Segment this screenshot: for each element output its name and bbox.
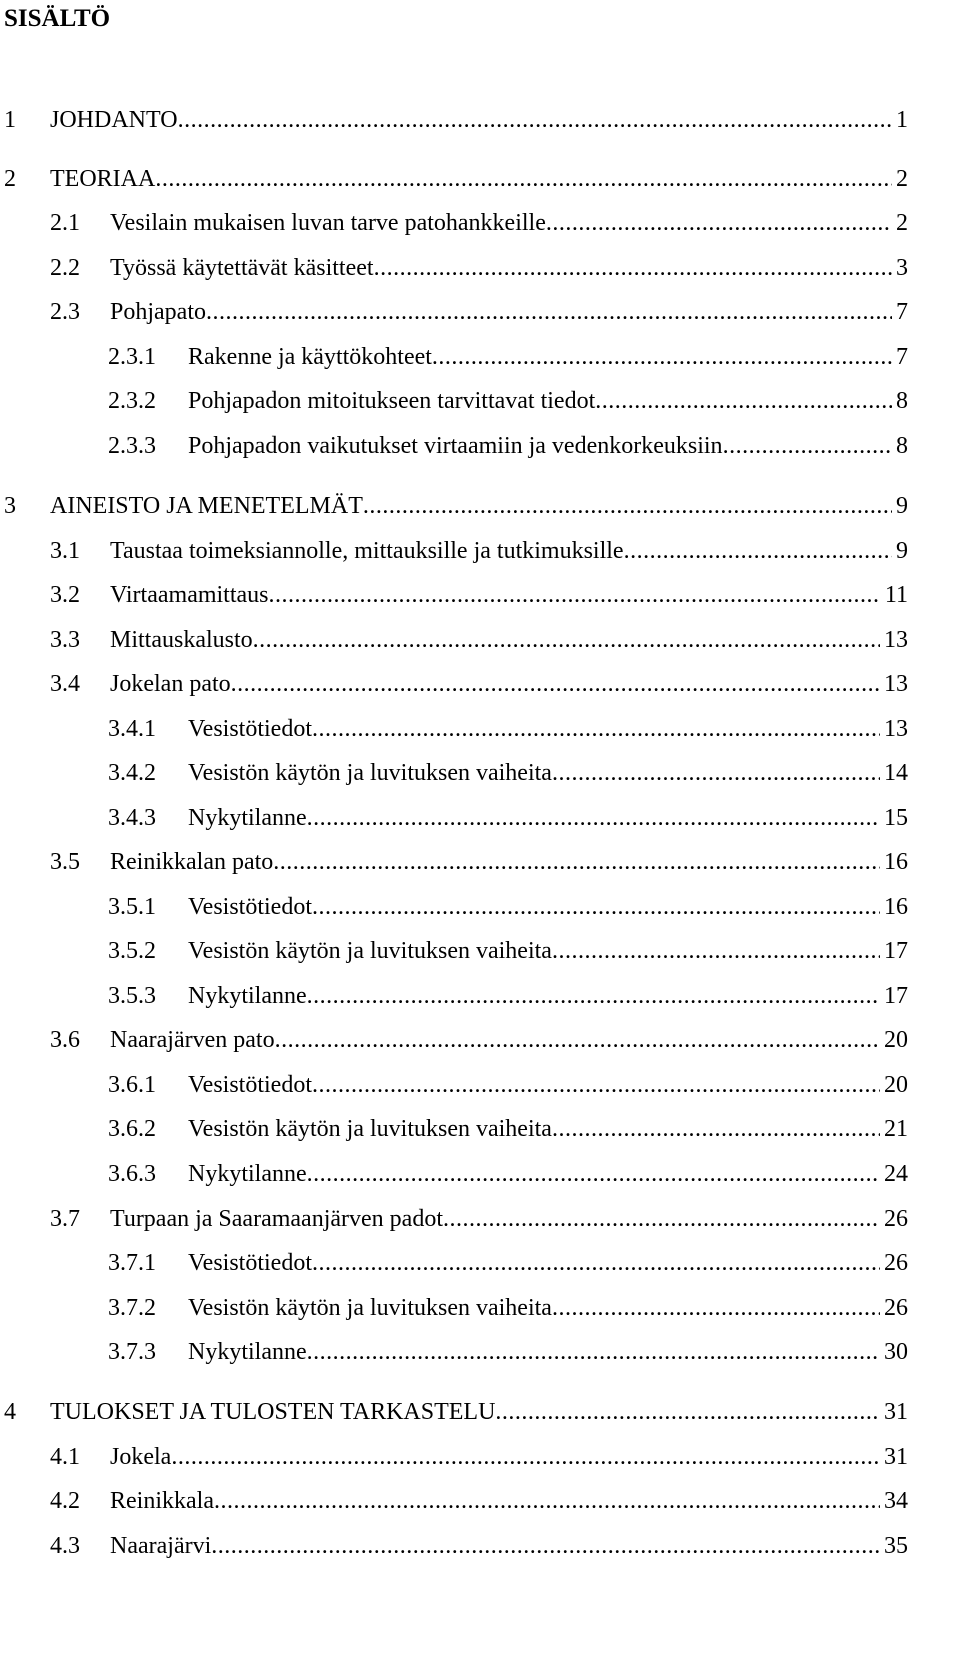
toc-dot-leader bbox=[211, 1530, 880, 1562]
toc-entry[interactable] bbox=[50, 668, 908, 700]
toc-dot-leader bbox=[275, 1024, 880, 1056]
toc-entry-page: 2 bbox=[896, 210, 908, 236]
toc-entry-page: 34 bbox=[884, 1488, 908, 1514]
toc-entry-page: 13 bbox=[884, 671, 908, 697]
toc-entry[interactable] bbox=[4, 1396, 908, 1428]
toc-entry-page: 13 bbox=[884, 716, 908, 742]
toc-entry[interactable] bbox=[50, 1485, 908, 1517]
toc-entry[interactable] bbox=[108, 385, 908, 417]
toc-dot-leader bbox=[312, 1247, 880, 1279]
toc-dot-leader bbox=[206, 296, 892, 328]
toc-entry-title: Jokela bbox=[110, 1444, 172, 1470]
toc-entry-number: 3.7 bbox=[50, 1206, 80, 1232]
toc-dot-leader bbox=[552, 1113, 880, 1145]
toc-entry-title: Vesistötiedot bbox=[188, 1250, 312, 1276]
toc-entry-title: Vesistötiedot bbox=[188, 894, 312, 920]
toc-entry-title: Vesistön käytön ja luvituksen vaiheita bbox=[188, 1295, 552, 1321]
toc-entry-title: Vesistön käytön ja luvituksen vaiheita bbox=[188, 760, 552, 786]
toc-entry[interactable] bbox=[50, 252, 908, 284]
toc-entry-title: Taustaa toimeksiannolle, mittauksille ja tutkimuksille bbox=[110, 538, 624, 564]
toc-entry-title: Mittauskalusto bbox=[110, 627, 253, 653]
toc-dot-leader bbox=[552, 1292, 880, 1324]
toc-entry-title: TULOKSET JA TULOSTEN TARKASTELU bbox=[50, 1399, 496, 1425]
page-title: SISÄLTÖ bbox=[4, 5, 111, 32]
toc-dot-leader bbox=[595, 385, 892, 417]
toc-dot-leader bbox=[432, 341, 892, 373]
toc-entry-number: 3.5.2 bbox=[108, 938, 156, 964]
toc-entry-title: Pohjapadon mitoitukseen tarvittavat tiedot bbox=[188, 388, 596, 414]
toc-entry-number: 3.4 bbox=[50, 671, 80, 697]
toc-dot-leader bbox=[723, 430, 892, 462]
toc-entry-number: 3 bbox=[4, 493, 16, 519]
toc-dot-leader bbox=[312, 713, 880, 745]
toc-dot-leader bbox=[307, 1336, 880, 1368]
toc-entry-title: Jokelan pato bbox=[110, 671, 231, 697]
toc-entry-number: 3.7.3 bbox=[108, 1339, 156, 1365]
toc-entry-page: 3 bbox=[896, 255, 908, 281]
toc-entry-number: 3.4.2 bbox=[108, 760, 156, 786]
toc-entry-page: 31 bbox=[884, 1444, 908, 1470]
toc-entry[interactable] bbox=[108, 341, 908, 373]
toc-dot-leader bbox=[273, 846, 880, 878]
toc-entry-page: 26 bbox=[884, 1295, 908, 1321]
toc-dot-leader bbox=[312, 1069, 880, 1101]
toc-dot-leader bbox=[307, 802, 880, 834]
toc-entry-number: 2.3.3 bbox=[108, 433, 156, 459]
toc-entry-page: 21 bbox=[884, 1116, 908, 1142]
toc-entry[interactable] bbox=[4, 490, 908, 522]
toc-entry-title: Vesistötiedot bbox=[188, 1072, 312, 1098]
toc-entry[interactable] bbox=[108, 980, 908, 1012]
toc-entry-title: Vesistön käytön ja luvituksen vaiheita bbox=[188, 938, 552, 964]
toc-dot-leader bbox=[178, 104, 892, 136]
toc-dot-leader bbox=[312, 891, 880, 923]
toc-entry-number: 2.3.1 bbox=[108, 344, 156, 370]
toc-entry-number: 3.4.1 bbox=[108, 716, 156, 742]
toc-entry-page: 16 bbox=[884, 894, 908, 920]
toc-entry[interactable] bbox=[50, 535, 908, 567]
toc-entry-title: Vesistön käytön ja luvituksen vaiheita bbox=[188, 1116, 552, 1142]
toc-entry-page: 16 bbox=[884, 849, 908, 875]
toc-entry-number: 3.2 bbox=[50, 582, 80, 608]
toc-dot-leader bbox=[443, 1203, 880, 1235]
toc-entry-number: 3.7.1 bbox=[108, 1250, 156, 1276]
toc-entry[interactable] bbox=[108, 891, 908, 923]
toc-entry-number: 4.3 bbox=[50, 1533, 80, 1559]
toc-entry[interactable] bbox=[50, 846, 908, 878]
toc-entry-page: 30 bbox=[884, 1339, 908, 1365]
toc-entry[interactable] bbox=[108, 713, 908, 745]
toc-entry-number: 3.6.3 bbox=[108, 1161, 156, 1187]
toc-entry-number: 3.6.2 bbox=[108, 1116, 156, 1142]
toc-entry[interactable] bbox=[50, 1530, 908, 1562]
toc-entry-number: 1 bbox=[4, 107, 16, 133]
toc-entry-page: 26 bbox=[884, 1206, 908, 1232]
toc-entry[interactable] bbox=[108, 1292, 908, 1324]
toc-entry-page: 26 bbox=[884, 1250, 908, 1276]
toc-entry-page: 20 bbox=[884, 1027, 908, 1053]
toc-entry-number: 3.4.3 bbox=[108, 805, 156, 831]
toc-entry-number: 2.3 bbox=[50, 299, 80, 325]
toc-entry-title: Reinikkala bbox=[110, 1488, 214, 1514]
toc-entry-page: 7 bbox=[896, 344, 908, 370]
toc-entry-page: 13 bbox=[884, 627, 908, 653]
toc-entry-number: 4 bbox=[4, 1399, 16, 1425]
toc-dot-leader bbox=[155, 163, 892, 195]
toc-entry-title: AINEISTO JA MENETELMÄT bbox=[50, 493, 363, 519]
toc-dot-leader bbox=[495, 1396, 880, 1428]
toc-entry-page: 8 bbox=[896, 388, 908, 414]
toc-entry-title: Nykytilanne bbox=[188, 1161, 307, 1187]
toc-entry-title: Pohjapadon vaikutukset virtaamiin ja vedenkorkeuksiin bbox=[188, 433, 723, 459]
toc-dot-leader bbox=[624, 535, 892, 567]
toc-entry-title: Naarajärven pato bbox=[110, 1027, 275, 1053]
toc-entry-title: Nykytilanne bbox=[188, 805, 307, 831]
toc-entry-title: Virtaamamittaus bbox=[110, 582, 269, 608]
toc-entry[interactable] bbox=[108, 802, 908, 834]
toc-entry-page: 20 bbox=[884, 1072, 908, 1098]
toc-entry[interactable] bbox=[4, 104, 908, 136]
toc-entry-page: 35 bbox=[884, 1533, 908, 1559]
toc-entry[interactable] bbox=[108, 1113, 908, 1145]
toc-entry-page: 31 bbox=[884, 1399, 908, 1425]
toc-entry-page: 17 bbox=[884, 938, 908, 964]
toc-dot-leader bbox=[363, 490, 892, 522]
toc-entry-title: TEORIAA bbox=[50, 166, 156, 192]
toc-entry-number: 2.1 bbox=[50, 210, 80, 236]
toc-entry[interactable] bbox=[108, 1247, 908, 1279]
toc-dot-leader bbox=[171, 1441, 880, 1473]
toc-entry[interactable] bbox=[108, 935, 908, 967]
toc-entry-number: 3.6.1 bbox=[108, 1072, 156, 1098]
toc-entry-number: 4.1 bbox=[50, 1444, 80, 1470]
toc-dot-leader bbox=[253, 624, 880, 656]
toc-entry-page: 9 bbox=[896, 493, 908, 519]
toc-entry-page: 9 bbox=[896, 538, 908, 564]
toc-entry[interactable] bbox=[50, 1441, 908, 1473]
toc-entry[interactable] bbox=[50, 1203, 908, 1235]
toc-entry-page: 14 bbox=[884, 760, 908, 786]
toc-entry-page: 11 bbox=[884, 582, 908, 608]
toc-entry-title: Turpaan ja Saaramaanjärven padot bbox=[110, 1206, 443, 1232]
toc-entry[interactable] bbox=[108, 757, 908, 789]
toc-dot-leader bbox=[374, 252, 892, 284]
toc-dot-leader bbox=[546, 207, 892, 239]
toc-entry-title: JOHDANTO bbox=[50, 107, 178, 133]
toc-entry-number: 3.3 bbox=[50, 627, 80, 653]
toc-entry-page: 7 bbox=[896, 299, 908, 325]
toc-entry-title: Työssä käytettävät käsitteet bbox=[110, 255, 374, 281]
toc-entry-number: 2.2 bbox=[50, 255, 80, 281]
toc-entry-number: 3.7.2 bbox=[108, 1295, 156, 1321]
toc-entry[interactable] bbox=[50, 624, 908, 656]
toc-dot-leader bbox=[231, 668, 880, 700]
toc-dot-leader bbox=[307, 1158, 880, 1190]
toc-entry[interactable] bbox=[4, 163, 908, 195]
toc-entry[interactable] bbox=[108, 430, 908, 462]
toc-entry-title: Naarajärvi bbox=[110, 1533, 212, 1559]
toc-entry[interactable] bbox=[108, 1336, 908, 1368]
toc-dot-leader bbox=[552, 757, 880, 789]
toc-entry-page: 1 bbox=[896, 107, 908, 133]
toc-entry-title: Nykytilanne bbox=[188, 983, 307, 1009]
toc-entry[interactable] bbox=[50, 1024, 908, 1056]
toc-dot-leader bbox=[269, 579, 881, 611]
toc-entry-page: 17 bbox=[884, 983, 908, 1009]
toc-dot-leader bbox=[214, 1485, 880, 1517]
toc-entry[interactable] bbox=[50, 579, 908, 611]
toc-entry-page: 2 bbox=[896, 166, 908, 192]
toc-entry[interactable] bbox=[50, 207, 908, 239]
toc-entry-title: Vesilain mukaisen luvan tarve patohankkeille bbox=[110, 210, 546, 236]
toc-dot-leader bbox=[307, 980, 880, 1012]
toc-entry-title: Pohjapato bbox=[110, 299, 206, 325]
toc-entry-number: 3.5.3 bbox=[108, 983, 156, 1009]
toc-entry-number: 3.6 bbox=[50, 1027, 80, 1053]
toc-entry[interactable] bbox=[108, 1069, 908, 1101]
toc-entry-title: Rakenne ja käyttökohteet bbox=[188, 344, 432, 370]
toc-entry-title: Reinikkalan pato bbox=[110, 849, 274, 875]
toc-entry-number: 4.2 bbox=[50, 1488, 80, 1514]
toc-entry-page: 15 bbox=[884, 805, 908, 831]
toc-entry-title: Nykytilanne bbox=[188, 1339, 307, 1365]
toc-entry-number: 2 bbox=[4, 166, 16, 192]
toc-entry[interactable] bbox=[50, 296, 908, 328]
toc-entry-number: 3.1 bbox=[50, 538, 80, 564]
toc-entry-number: 3.5.1 bbox=[108, 894, 156, 920]
toc-entry[interactable] bbox=[108, 1158, 908, 1190]
toc-entry-number: 3.5 bbox=[50, 849, 80, 875]
toc-entry-title: Vesistötiedot bbox=[188, 716, 312, 742]
toc-dot-leader bbox=[552, 935, 880, 967]
toc-entry-page: 24 bbox=[884, 1161, 908, 1187]
toc-entry-number: 2.3.2 bbox=[108, 388, 156, 414]
toc-entry-page: 8 bbox=[896, 433, 908, 459]
